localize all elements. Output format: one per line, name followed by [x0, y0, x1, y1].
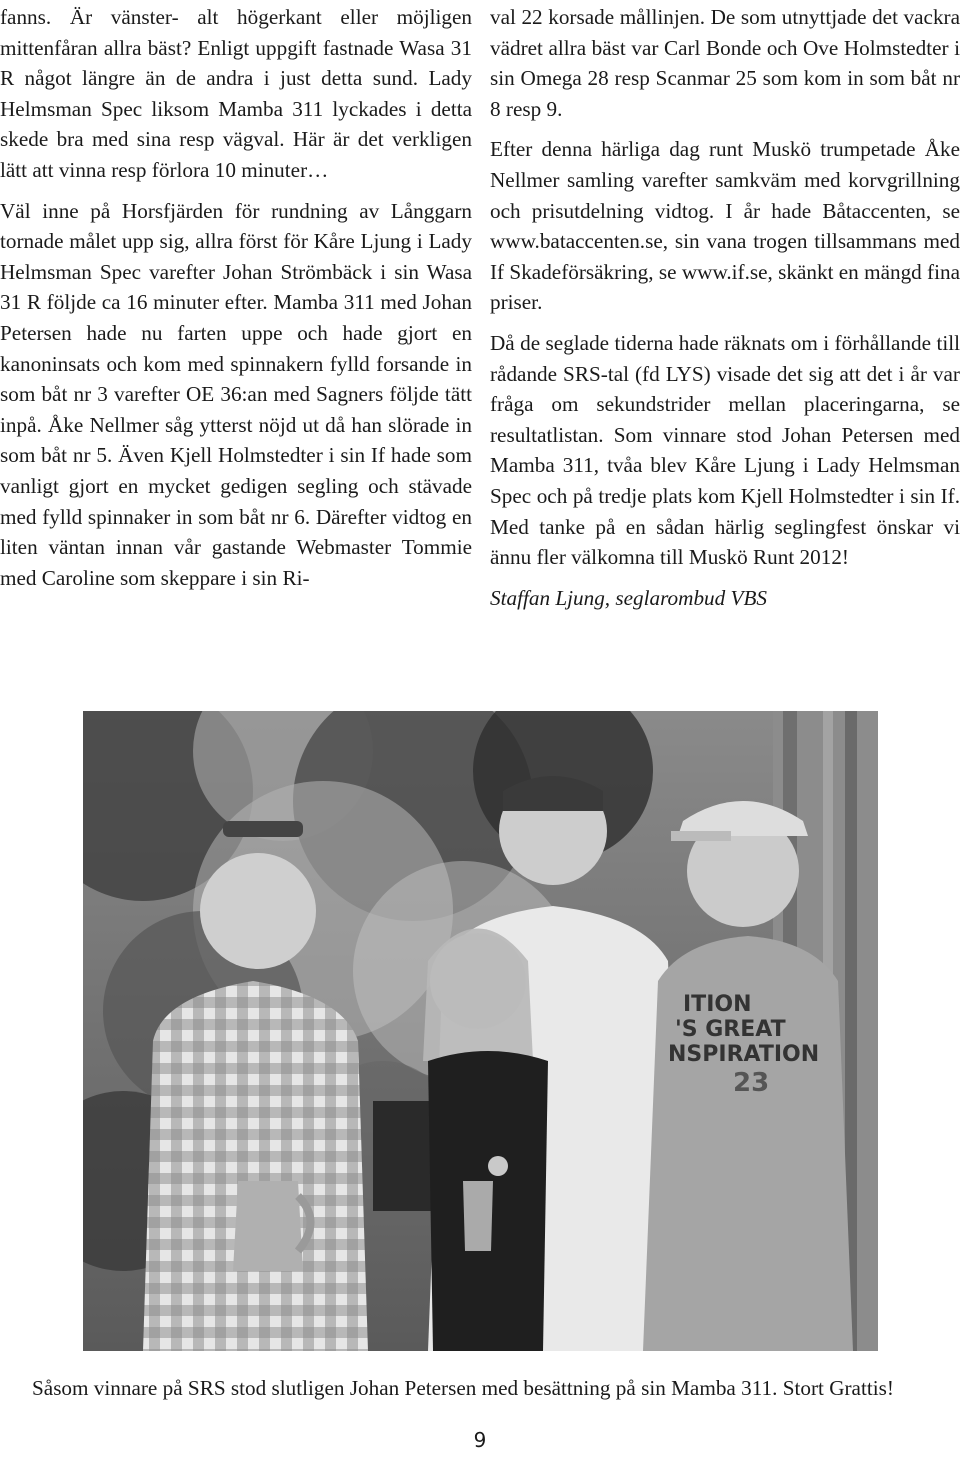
paragraph: Efter denna härliga dag runt Muskö trumpetade Åke Nellmer samling varefter samkväm med korvgrillning och prisutdelning vidtog. I år hade Båtaccenten, se www.bataccenten.se, sin vana trogen tillsammans med If Skadeförsäkring, se www.if.se, skänkt en mängd fina priser.	[490, 137, 960, 315]
shirt-print-line: ITION	[683, 992, 752, 1017]
winners-photo	[83, 711, 878, 1351]
shirt-print-line: NSPIRATION	[668, 1042, 820, 1067]
shirt-print-line: 23	[733, 1068, 770, 1098]
shirt-print-line: 'S GREAT	[675, 1017, 786, 1042]
article-left-column	[0, 2, 472, 603]
article-right-column	[490, 2, 960, 623]
paragraph: Då de seglade tiderna hade räknats om i förhållande till rådande SRS-tal (fd LYS) visade det sig att det i år var fråga om sekundstrider mellan placeringarna, se resultatlistan. Som vinnare stod Johan Petersen med Mamba 311, tvåa blev Kåre Ljung i Lady Helmsman Spec och på tredje plats kom Kjell Holmstedter i sin If. Med tanke på en sådan härlig seglingfest önskar vi ännu fler välkomna till Muskö Runt 2012!	[490, 330, 960, 570]
paragraph: Väl inne på Horsfjärden för rundning av Långgarn tornade målet upp sig, allra först för Kåre Ljung i Lady Helmsman Spec varefter Johan Strömbäck i sin Wasa 31 R följde ca 16 minuter efter. Mamba 311 med Johan Petersen hade nu farten uppe och hade gjort en kanoninsats och kom med spinnakern fylld forsande in som båt nr 3 varefter OE 36:an med Sagners följde tätt inpå. Åke Nellmer såg ytterst nöjd ut då han slörade in som båt nr 5. Även Kjell Holmstedter i sin If hade som vanligt gjort en mycket gedigen segling och stävade med fylld spinnaker in som båt nr 6. Därefter vidtog en liten väntan innan vår gastande Webmaster Tommie med Caroline som skeppare i sin Ri-	[0, 198, 472, 590]
paragraph: val 22 korsade mållinjen. De som utnyttjade det vackra vädret allra bäst var Carl Bonde och Ove Holmstedter i sin Omega 28 resp Scanmar 25 som kom in som båt nr 8 resp 9.	[490, 5, 960, 121]
author-signature: Staffan Ljung, seglarombud VBS	[490, 585, 768, 610]
photo-caption: Såsom vinnare på SRS stod slutligen Johan Petersen med besättning på sin Mamba 311. Stort Grattis!	[32, 1376, 894, 1400]
page-number: 9	[473, 1428, 487, 1452]
winners-photo-illustration	[83, 711, 878, 1351]
paragraph: fanns. Är vänster- alt högerkant eller möjligen mittenfåran allra bäst? Enligt uppgift fastnade Wasa 31 R något längre än de andra i just detta sund. Lady Helmsman Spec liksom Mamba 311 lyckades i detta skede bra med sina resp vägval. Här är det verkligen lätt att vinna resp förlora 10 minuter…	[0, 5, 472, 182]
